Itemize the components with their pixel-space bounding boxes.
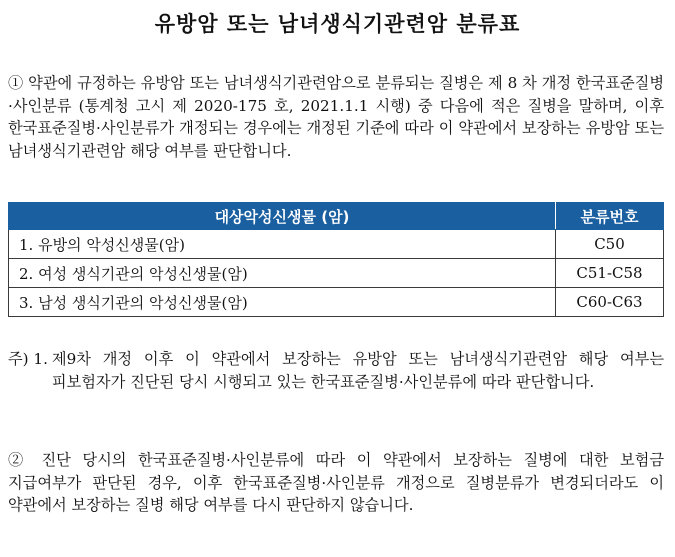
paragraph-2: ② 진단 당시의 한국표준질병·사인분류에 따라 이 약관에서 보장하는 질병에 대한 보험금 지급여부가 판단된 경우, 이후 한국표준질병·사인분류 개정으로 질병분류가 변경되더라도 이 약관에서 보장하는 질병 해당 여부를 다시 판단하지 않습니다. <box>8 451 664 514</box>
table-row <box>9 288 664 317</box>
row-name: 3. 남성 생식기관의 악성신생물(암) <box>9 288 556 317</box>
header-cancer-type: 대상악성신생물 (암) <box>9 203 556 230</box>
paragraph-1: ① 약관에 규정하는 유방암 또는 남녀생식기관련암으로 분류되는 질병은 제 8 차 개정 한국표준질병·사인분류 (통계청 고시 제 2020-175 호, 2021.1.1 시행) 중 다음에 적은 질병을 말하며, 이후 한국표준질병·사인분류가 개정되는 경우에는 개정된 기준에 따라 이 약관에서 보장하는 유방암 또는 남녀생식기관련암 해당 여부를 판단합니다. <box>8 74 664 160</box>
table-row <box>9 259 664 288</box>
row-code: C50 <box>556 230 664 259</box>
table-row <box>9 230 664 259</box>
header-classification-code: 분류번호 <box>556 203 664 230</box>
table-header-row <box>9 203 664 230</box>
footnote-text: 제9차 개정 이후 이 약관에서 보장하는 유방암 또는 남녀생식기관련암 해당 여부는 피보험자가 진단된 당시 시행되고 있는 한국표준질병·사인분류에 따라 판단합니다. <box>51 350 664 391</box>
footnote <box>8 348 664 393</box>
row-name: 1. 유방의 악성신생물(암) <box>9 230 556 259</box>
row-code: C60-C63 <box>556 288 664 317</box>
classification-table <box>8 202 664 317</box>
row-code: C51-C58 <box>556 259 664 288</box>
row-name: 2. 여성 생식기관의 악성신생물(암) <box>9 259 556 288</box>
footnote-prefix: 주) 1. <box>8 350 48 368</box>
document-title: 유방암 또는 남녀생식기관련암 분류표 <box>154 12 521 36</box>
